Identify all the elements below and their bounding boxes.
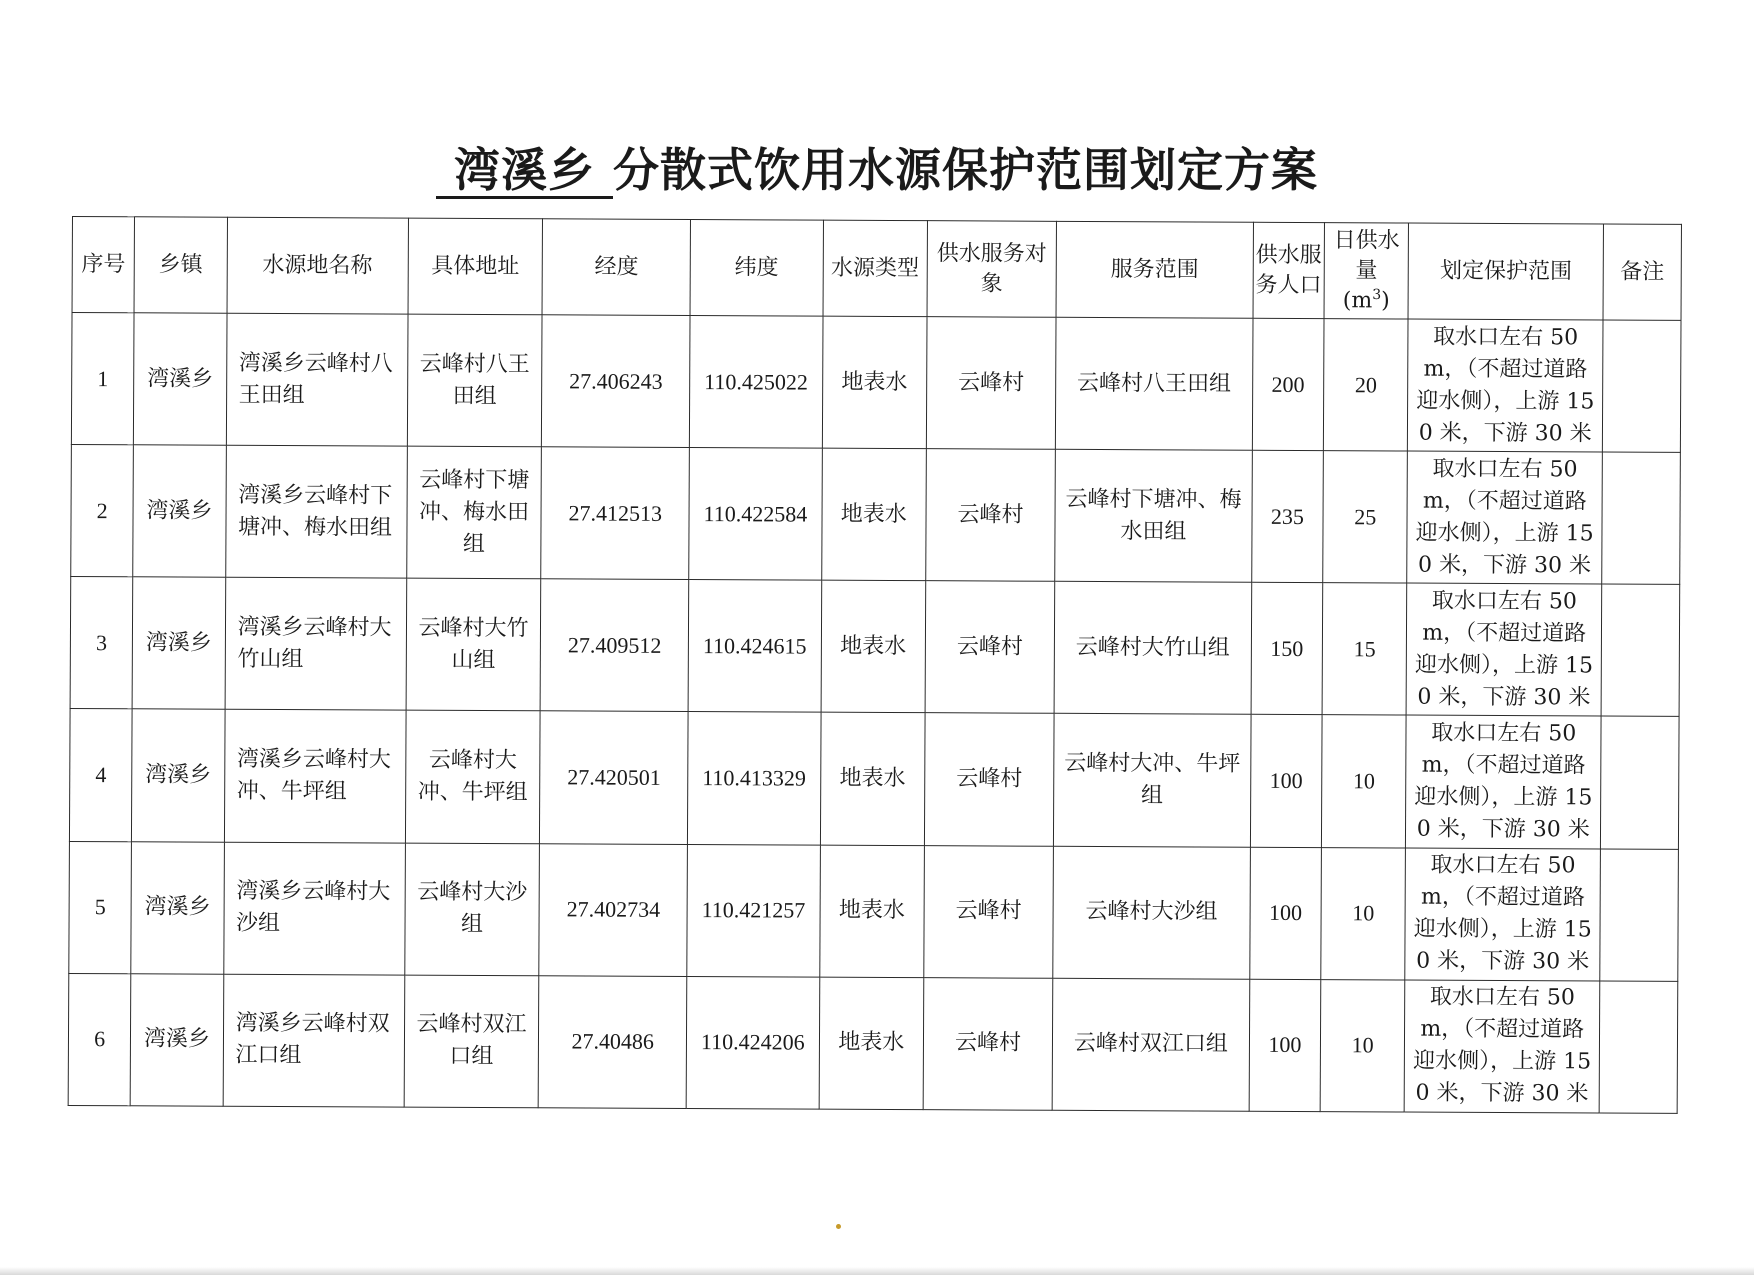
cell-service-range: 云峰村双江口组 <box>1052 978 1249 1111</box>
table-row <box>70 577 1680 717</box>
cell-population: 200 <box>1252 318 1324 451</box>
cell-service-target: 云峰村 <box>924 713 1054 846</box>
header-daily-supply-unit: (m <box>1342 287 1373 313</box>
cell-index: 3 <box>70 577 133 709</box>
cell-service-range: 云峰村八王田组 <box>1055 317 1252 450</box>
cell-source-name: 湾溪乡云峰村八王田组 <box>226 313 408 446</box>
cell-index: 2 <box>71 445 134 577</box>
cell-protection-range: 取水口左右 50m，（不超过道路迎水侧），上游 150 米，下游 30 米 <box>1407 583 1602 716</box>
title-text: 分散式饮用水源保护范围划定方案 <box>613 143 1318 197</box>
cell-remarks <box>1600 716 1679 849</box>
table-row <box>71 313 1681 453</box>
cell-longitude: 27.420501 <box>540 711 689 844</box>
cell-source-type: 地表水 <box>821 448 926 581</box>
cell-source-type: 地表水 <box>819 977 924 1110</box>
cell-address: 云峰村双江口组 <box>404 975 539 1108</box>
cell-latitude: 110.424615 <box>688 580 821 713</box>
cell-latitude: 110.413329 <box>688 712 821 845</box>
cell-source-type: 地表水 <box>822 316 927 449</box>
cell-latitude: 110.421257 <box>687 844 820 977</box>
cell-town: 湾溪乡 <box>131 841 224 974</box>
cell-daily-supply: 10 <box>1321 715 1406 848</box>
header-population: 供水服务人口 <box>1253 222 1325 318</box>
cell-index: 5 <box>69 841 132 973</box>
table-container <box>68 216 1682 1114</box>
cell-service-target: 云峰村 <box>923 977 1053 1110</box>
header-latitude: 纬度 <box>690 220 823 317</box>
header-index: 序号 <box>72 217 135 313</box>
cell-service-range: 云峰村大沙组 <box>1053 846 1250 979</box>
cell-remarks <box>1602 320 1681 453</box>
cell-source-type: 地表水 <box>819 845 924 978</box>
cell-population: 100 <box>1249 979 1321 1112</box>
cell-index: 6 <box>68 973 131 1106</box>
cell-population: 150 <box>1251 583 1323 716</box>
header-longitude: 经度 <box>542 219 690 316</box>
cell-daily-supply: 25 <box>1323 451 1408 584</box>
cell-longitude: 27.406243 <box>542 315 691 448</box>
cell-town: 湾溪乡 <box>132 577 225 710</box>
cell-daily-supply: 10 <box>1320 979 1405 1112</box>
cell-population: 100 <box>1250 715 1322 848</box>
cell-daily-supply: 10 <box>1321 847 1406 980</box>
cell-daily-supply: 15 <box>1322 583 1407 716</box>
header-daily-supply <box>1324 223 1409 319</box>
cell-service-target: 云峰村 <box>924 845 1054 978</box>
cell-remarks <box>1599 981 1678 1114</box>
cell-protection-range: 取水口左右 50m，（不超过道路迎水侧），上游 150 米，下游 30 米 <box>1408 319 1603 452</box>
cell-remarks <box>1601 584 1680 717</box>
cell-address: 云峰村大竹山组 <box>406 578 541 711</box>
cell-address: 云峰村大冲、牛坪组 <box>405 711 540 844</box>
header-source-name: 水源地名称 <box>227 217 409 314</box>
header-service-range: 服务范围 <box>1056 221 1253 318</box>
cell-index: 1 <box>71 313 134 445</box>
cell-latitude: 110.425022 <box>690 316 823 449</box>
header-protection-range: 划定保护范围 <box>1408 223 1603 320</box>
cell-address: 云峰村八王田组 <box>407 314 542 447</box>
cell-longitude: 27.40486 <box>538 976 687 1109</box>
header-address: 具体地址 <box>408 218 543 315</box>
header-daily-supply-unit-end: ) <box>1381 287 1390 313</box>
cell-address: 云峰村下塘冲、梅水田组 <box>407 446 542 579</box>
document-title <box>0 140 1754 200</box>
header-source-type: 水源类型 <box>823 220 928 317</box>
cell-remarks <box>1602 452 1681 585</box>
cell-source-name: 湾溪乡云峰村大竹山组 <box>225 578 407 711</box>
header-service-target: 供水服务对象 <box>927 221 1056 318</box>
cell-latitude: 110.422584 <box>689 448 822 581</box>
table-row <box>69 841 1679 981</box>
water-source-table <box>68 216 1682 1114</box>
cell-latitude: 110.424206 <box>686 976 819 1109</box>
cell-service-target: 云峰村 <box>926 449 1056 582</box>
cell-protection-range: 取水口左右 50m，（不超过道路迎水侧），上游 150 米，下游 30 米 <box>1405 980 1600 1113</box>
cell-longitude: 27.402734 <box>539 843 688 976</box>
table-row <box>69 709 1679 849</box>
header-town: 乡镇 <box>134 217 227 313</box>
cell-longitude: 27.409512 <box>540 579 689 712</box>
cell-protection-range: 取水口左右 50m，（不超过道路迎水侧），上游 150 米，下游 30 米 <box>1406 715 1601 848</box>
cell-index: 4 <box>69 709 132 841</box>
cell-town: 湾溪乡 <box>133 445 226 578</box>
cell-address: 云峰村大沙组 <box>405 843 540 976</box>
cell-population: 235 <box>1252 450 1324 583</box>
table-row <box>71 445 1681 585</box>
scan-edge-shadow <box>0 1267 1754 1275</box>
cell-service-range: 云峰村大竹山组 <box>1054 582 1251 715</box>
cell-source-name: 湾溪乡云峰村双江口组 <box>223 974 405 1107</box>
cell-source-name: 湾溪乡云峰村大冲、牛坪组 <box>224 710 406 843</box>
header-daily-supply-label: 日供水量 <box>1333 227 1400 283</box>
scan-speck <box>836 1224 841 1229</box>
table-row <box>68 973 1678 1113</box>
header-remarks: 备注 <box>1603 224 1681 320</box>
cell-town: 湾溪乡 <box>132 709 225 842</box>
cell-service-range: 云峰村下塘冲、梅水田组 <box>1055 449 1252 582</box>
cell-town: 湾溪乡 <box>134 313 227 446</box>
title-town-underlined: 湾溪乡 <box>436 144 613 199</box>
cell-service-target: 云峰村 <box>925 581 1055 714</box>
header-daily-supply-unit-sup: 3 <box>1372 286 1382 303</box>
cell-source-name: 湾溪乡云峰村大沙组 <box>223 842 405 975</box>
cell-daily-supply: 20 <box>1323 319 1408 452</box>
cell-service-target: 云峰村 <box>926 317 1056 450</box>
cell-source-name: 湾溪乡云峰村下塘冲、梅水田组 <box>225 445 407 578</box>
cell-protection-range: 取水口左右 50m，（不超过道路迎水侧），上游 150 米，下游 30 米 <box>1405 848 1600 981</box>
table-header-row <box>72 217 1681 321</box>
cell-source-type: 地表水 <box>821 580 926 713</box>
cell-longitude: 27.412513 <box>541 447 690 580</box>
cell-source-type: 地表水 <box>820 713 925 846</box>
cell-protection-range: 取水口左右 50m，（不超过道路迎水侧），上游 150 米，下游 30 米 <box>1407 451 1602 584</box>
cell-town: 湾溪乡 <box>130 974 223 1107</box>
cell-remarks <box>1600 849 1679 982</box>
cell-population: 100 <box>1250 847 1322 980</box>
cell-service-range: 云峰村大冲、牛坪组 <box>1053 714 1250 847</box>
